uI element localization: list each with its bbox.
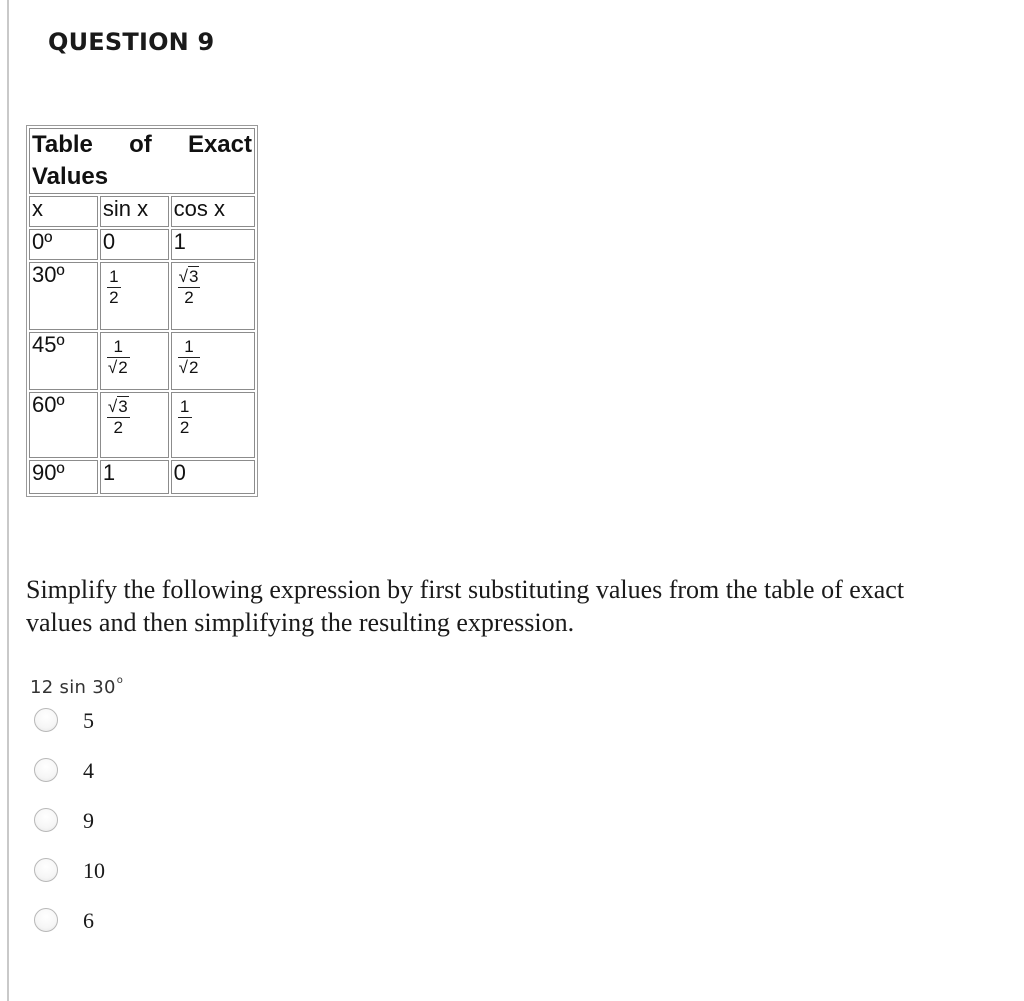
numerator: 1 [113,337,124,356]
radicand: 2 [118,358,128,377]
answer-option[interactable] [34,706,105,756]
option-label[interactable]: 4 [83,758,94,783]
numerator [107,398,130,416]
numerator: 1 [109,267,119,286]
angle-cell: 60º [29,392,98,458]
header-x: x [29,196,98,227]
angle-cell: 0º [29,229,98,260]
caption-word: Table [32,131,93,158]
table-row [29,229,255,260]
option-label[interactable]: 10 [83,858,105,883]
table-row [29,392,255,458]
cos-cell [171,262,255,330]
sin-cell [100,262,169,330]
denominator: 2 [109,288,119,307]
denominator [107,359,130,377]
radicand: 2 [188,358,199,377]
answer-option[interactable] [34,806,105,856]
sqrt-symbol: √ [178,358,188,377]
cos-cell [171,392,255,458]
radio-button[interactable] [34,758,58,782]
numerator: 1 [184,337,194,356]
answer-option[interactable] [34,906,105,956]
sqrt-symbol: √ [107,358,118,377]
caption-word: of [129,131,152,158]
radicand: 3 [118,397,128,416]
fraction [178,268,201,307]
sqrt-symbol: √ [178,267,188,286]
cos-cell: 1 [171,229,255,260]
fraction [107,338,130,377]
denominator [178,359,201,377]
angle-cell: 30º [29,262,98,330]
angle-cell: 45º [29,332,98,390]
denominator: 2 [179,418,190,437]
fraction [178,398,192,437]
sin-cell [100,332,169,390]
degree-symbol: o [116,675,124,686]
left-border [7,0,9,1001]
angle-cell: 90º [29,460,98,494]
cos-cell: 0 [171,460,255,494]
radio-button[interactable] [34,858,58,882]
sin-cell: 1 [100,460,169,494]
sin-cell [100,392,169,458]
fraction [107,268,121,307]
option-label[interactable]: 5 [83,708,94,733]
answer-option[interactable] [34,756,105,806]
radicand: 3 [188,267,199,286]
question-prompt: Simplify the following expression by first substituting values from the table of exact values and then simplifying the resulting expression. [26,575,905,637]
header-sin: sin x [100,196,169,227]
denominator: 2 [184,288,194,307]
numerator: 1 [179,397,190,416]
table-row [29,460,255,494]
radio-button[interactable] [34,808,58,832]
option-label[interactable]: 6 [83,908,94,933]
exact-values-table [26,125,258,497]
caption-word: Exact [187,131,252,158]
table-row [29,262,255,330]
denominator: 2 [113,418,124,437]
table-row [29,332,255,390]
answer-option[interactable] [34,856,105,906]
expression-text: 12 sin 30 [30,677,116,698]
option-label[interactable]: 9 [83,808,94,833]
radio-button[interactable] [34,708,58,732]
numerator [178,268,201,286]
table-header-row [29,196,255,227]
question-title: QUESTION 9 [48,28,215,56]
answer-options [34,706,105,956]
fraction [107,398,130,437]
fraction [178,338,201,377]
sqrt-symbol: √ [107,397,118,416]
sin-cell: 0 [100,229,169,260]
table-caption [29,128,255,194]
cos-cell [171,332,255,390]
radio-button[interactable] [34,908,58,932]
math-expression [30,677,123,698]
header-cos: cos x [171,196,255,227]
caption-word: Values [32,163,109,190]
